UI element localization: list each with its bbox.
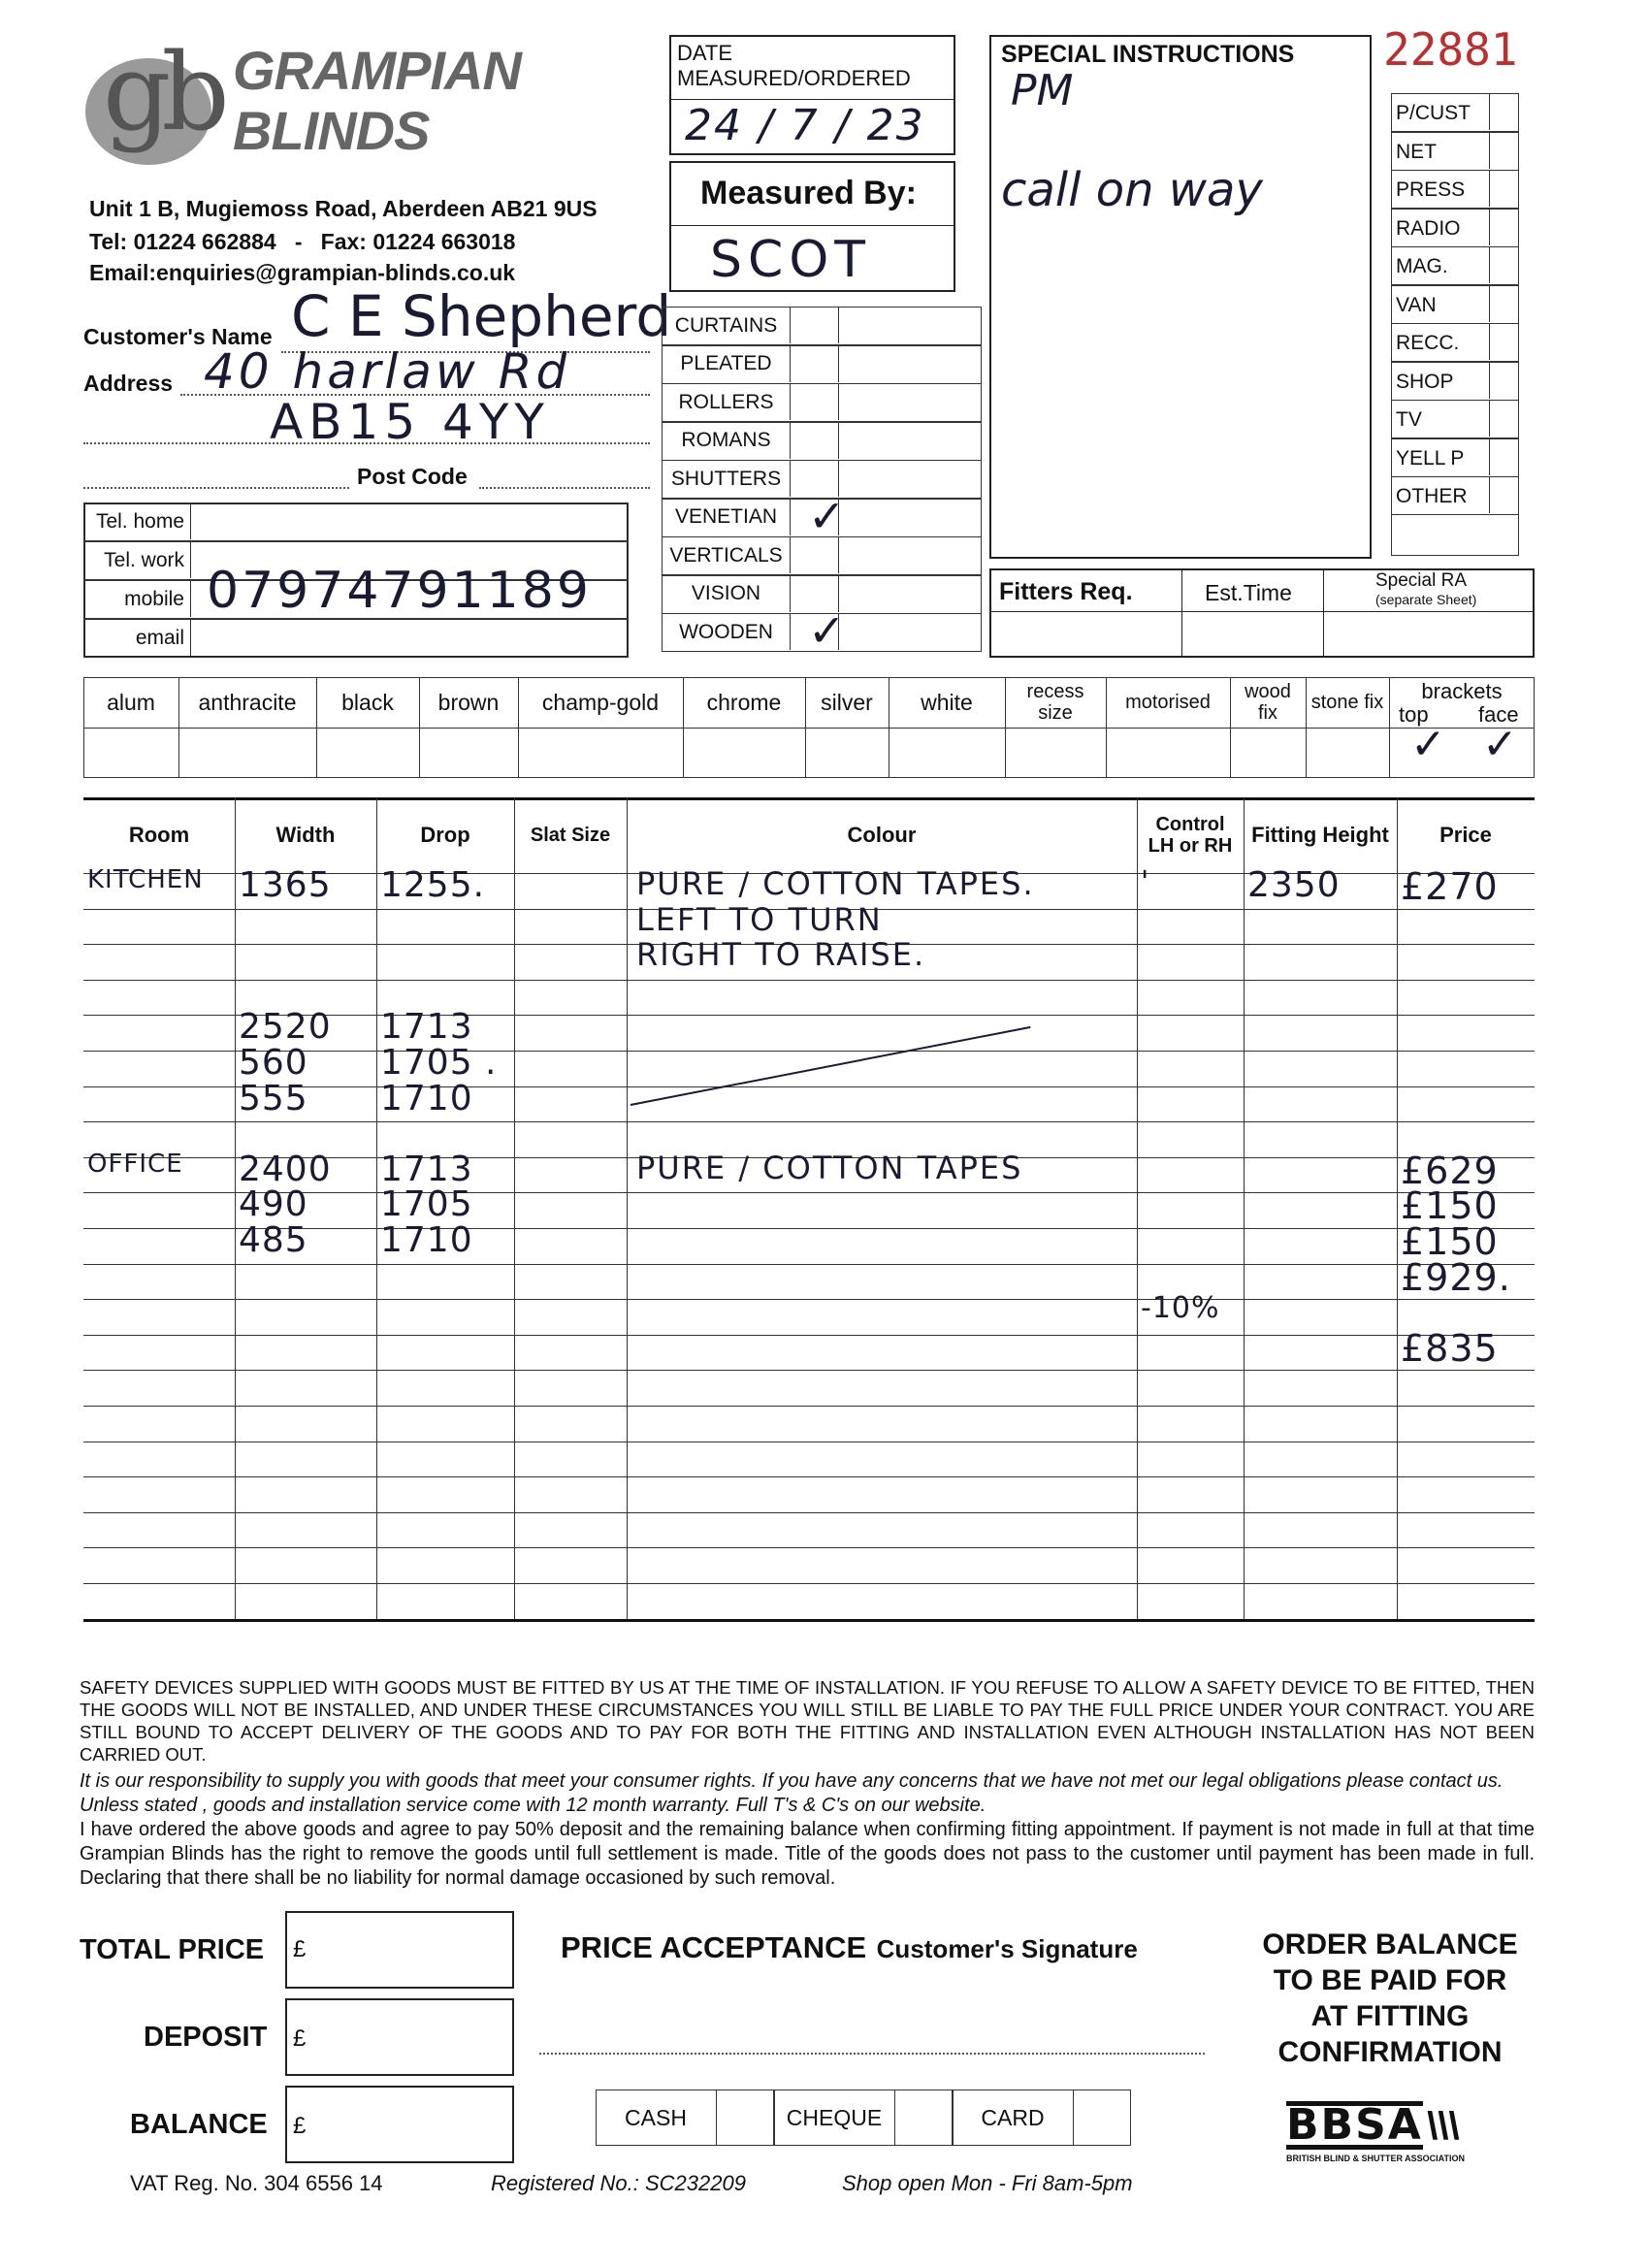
measured-by-box	[669, 161, 955, 292]
cell-drop: 1255.	[380, 865, 486, 905]
blind-type-label: ROLLERS	[663, 384, 791, 420]
stone-fix-label: stone fix	[1310, 692, 1384, 713]
balance-currency: £	[293, 2113, 307, 2139]
phone-row	[83, 562, 629, 620]
phone-label: mobile	[84, 581, 191, 617]
blind-type-row[interactable]	[662, 422, 982, 461]
fitters-req-label: Fitters Req.	[999, 578, 1133, 605]
finish-option-checkbox[interactable]	[1230, 728, 1306, 778]
total-price-label: TOTAL PRICE	[80, 1934, 265, 1965]
lead-source-label: PRESS	[1396, 178, 1466, 201]
cell-price: £629	[1401, 1149, 1499, 1192]
table-row[interactable]	[83, 1335, 1535, 1371]
cell-room: KITCHEN	[87, 865, 204, 894]
table-row[interactable]	[83, 1442, 1535, 1477]
cell-width: 1365	[239, 865, 332, 905]
lead-source-row[interactable]	[1391, 285, 1519, 324]
signature-line[interactable]	[539, 2053, 1205, 2055]
column-header-colour: Colour	[847, 823, 917, 847]
special-note-2: call on way	[1001, 163, 1263, 217]
lead-source-row[interactable]	[1391, 476, 1519, 515]
blind-type-checkbox[interactable]	[791, 346, 839, 382]
table-row[interactable]	[83, 1547, 1535, 1583]
column-header-fitting: Fitting Height	[1251, 823, 1389, 847]
logo-letters: gb	[103, 30, 220, 154]
finish-option-checkbox[interactable]	[316, 728, 419, 778]
bbsa-logo-text: BBSA	[1286, 2100, 1423, 2150]
cell-width: 2520	[239, 1007, 332, 1048]
payment-option-label: CASH	[625, 2104, 687, 2130]
cell-fitting: 2350	[1247, 865, 1341, 905]
cell-drop: 1705 .	[380, 1043, 498, 1083]
cell-width: 555	[239, 1078, 308, 1118]
blind-type-label: ROMANS	[663, 423, 791, 459]
lead-source-label: NET	[1396, 140, 1437, 163]
fitters-req-input[interactable]	[991, 613, 1180, 656]
column-header-drop: Drop	[420, 823, 470, 847]
lead-source-label: OTHER	[1396, 485, 1468, 507]
cell-colour: PURE / COTTON TAPES	[636, 1149, 1023, 1186]
registered-no: Registered No.: SC232209	[491, 2171, 746, 2195]
blind-type-label: WOODEN	[663, 614, 791, 650]
address-label: Address	[83, 371, 174, 396]
brackets-face-mark: ✓	[1482, 720, 1518, 769]
lead-source-row[interactable]	[1391, 170, 1519, 209]
column-header-price: Price	[1439, 823, 1492, 847]
phone-row	[83, 619, 629, 658]
finish-option-checkbox[interactable]	[1106, 728, 1230, 778]
order-balance-line: AT FITTING	[1310, 2000, 1470, 2032]
lead-source-row[interactable]	[1391, 400, 1519, 438]
blind-type-checkbox[interactable]	[791, 537, 839, 573]
blind-type-checkbox[interactable]	[791, 308, 839, 343]
lead-source-label: P/CUST	[1396, 102, 1471, 124]
safety-terms: SAFETY DEVICES SUPPLIED WITH GOODS MUST BE FITTED BY US AT THE TIME OF INSTALLATION. IF YOU REFUSE TO ALLOW A SAFETY DEVICE TO BE FITTED, THEN THE GOODS WILL NOT BE INSTALLED, AND UNDER THESE CIRCUMSTANCES YOU WILL STILL BE LIABLE TO PAY THE FULL PRICE UNDER YOUR CONTRACT. YOU ARE STILL BOUND TO ACCEPT DELIVERY OF THE GOODS AND TO PAY FOR BOTH THE FITTING AND INSTALLATION EVEN ALTHOUGH INSTALLATION HAS NOT BEEN CARRIED OUT.	[80, 1677, 1535, 1765]
phone-row	[83, 502, 629, 541]
finish-label-alum: alum	[107, 690, 155, 715]
payment-option-label: CHEQUE	[786, 2104, 883, 2130]
lead-source-label: MAG.	[1396, 255, 1448, 277]
finish-option-checkbox[interactable]	[1306, 728, 1389, 778]
lead-source-row[interactable]	[1391, 438, 1519, 477]
phone-label: Tel. home	[84, 503, 191, 539]
cell-drop: 1713	[380, 1007, 473, 1048]
blind-type-label: VISION	[663, 576, 791, 612]
special-ra-label: Special RA	[1375, 570, 1467, 591]
brackets-face-label: face	[1478, 702, 1519, 727]
blind-type-label: VENETIAN	[663, 500, 791, 535]
blind-type-row[interactable]	[662, 604, 982, 657]
company-email: Email:enquiries@grampian-blinds.co.uk	[89, 260, 516, 285]
est-time-label: Est.Time	[1205, 580, 1292, 605]
vat-reg: VAT Reg. No. 304 6556 14	[130, 2171, 383, 2195]
blind-type-row[interactable]	[662, 307, 982, 345]
finish-label-champ-gold: champ-gold	[541, 690, 660, 715]
cell-width: 560	[239, 1043, 308, 1083]
table-row[interactable]	[83, 1583, 1535, 1619]
company-phone: Tel: 01224 662884 - Fax: 01224 663018	[89, 229, 516, 254]
finish-option-checkbox[interactable]	[83, 728, 178, 778]
phone-label: email	[84, 620, 191, 656]
lead-source-checkbox[interactable]	[1489, 133, 1518, 169]
consumer-rights-terms: It is our responsibility to supply you with goods that meet your consumer rights. If you have any concerns that we have not met our legal obligations please contact us. Unless stated , goods and installation service come with 12 month warranty. Full T's & C's on our website.	[80, 1770, 1504, 1816]
lead-source-label: RECC.	[1396, 332, 1460, 354]
special-ra-sub: (separate Sheet)	[1375, 592, 1477, 607]
lead-source-label: RADIO	[1396, 216, 1461, 240]
table-row[interactable]	[83, 1406, 1535, 1442]
blind-type-checkbox[interactable]	[791, 384, 839, 420]
deposit-terms: I have ordered the above goods and agree to pay 50% deposit and the remaining balance when confirming fitting appointment. If payment is not made in full at that time Grampian Blinds has the right to remove the goods until full settlement is made. Title of the goods does not pass to the customer until payment has been made in full. Declaring that there shall be no liability for normal damage occasioned by such removal.	[80, 1819, 1535, 1889]
cell-drop: 1710	[380, 1078, 473, 1118]
table-bottom-rule	[83, 1619, 1535, 1622]
finish-label-anthracite: anthracite	[198, 690, 297, 715]
payment-checkbox[interactable]	[894, 2090, 953, 2146]
lead-source-label: TV	[1396, 408, 1422, 431]
date-box	[669, 35, 955, 155]
brand-name-line2: BLINDS	[233, 100, 430, 161]
finish-label-chrome: chrome	[706, 690, 782, 715]
table-row[interactable]	[83, 1264, 1535, 1300]
column-header-room: Room	[128, 823, 190, 847]
order-balance-line: TO BE PAID FOR	[1273, 1964, 1507, 1996]
cell-price: £150	[1401, 1184, 1499, 1228]
special-instructions-box[interactable]	[989, 35, 1372, 559]
finish-label-black: black	[341, 690, 394, 715]
table-row[interactable]	[83, 1299, 1535, 1335]
order-balance-line: ORDER BALANCE	[1262, 1928, 1518, 1960]
brand-name-line1: GRAMPIAN	[233, 40, 521, 101]
customer-name-value: C E Shepherd	[291, 283, 672, 349]
balance-label: BALANCE	[130, 2109, 268, 2140]
lead-source-row[interactable]	[1391, 132, 1519, 171]
lead-source-checkbox[interactable]	[1489, 477, 1518, 513]
blind-type-label: VERTICALS	[663, 537, 791, 573]
address-line-2-rule[interactable]	[83, 442, 650, 444]
lead-source-checkbox[interactable]	[1489, 439, 1518, 475]
table-row[interactable]	[83, 1512, 1535, 1548]
price-acceptance-rest: Customer's Signature	[876, 1934, 1138, 1963]
cell-width: 490	[239, 1184, 308, 1225]
finish-label-silver: silver	[821, 690, 873, 715]
finish-option-checkbox[interactable]	[419, 728, 518, 778]
lead-source-row[interactable]	[1391, 362, 1519, 401]
cell-price: £835	[1401, 1326, 1499, 1370]
cell-price: £150	[1401, 1220, 1499, 1263]
cell-drop: 1710	[380, 1220, 473, 1260]
order-balance-notice	[1228, 1927, 1552, 2070]
brackets-top-mark: ✓	[1410, 720, 1446, 769]
lead-source-label: SHOP	[1396, 370, 1454, 393]
phone-input[interactable]	[193, 503, 626, 539]
cell-price: £270	[1401, 865, 1499, 908]
lead-source-label: VAN	[1396, 293, 1437, 316]
blind-type-row[interactable]	[662, 345, 982, 384]
special-instructions-label: SPECIAL INSTRUCTIONS	[1001, 41, 1295, 68]
lead-source-checkbox[interactable]	[1489, 94, 1518, 130]
lead-source-row[interactable]	[1391, 209, 1519, 247]
cell-drop: 1713	[380, 1149, 473, 1189]
shop-hours: Shop open Mon - Fri 8am-5pm	[842, 2171, 1133, 2195]
order-balance-line: CONFIRMATION	[1277, 2036, 1503, 2068]
blind-type-row[interactable]	[662, 383, 982, 422]
blind-type-mark: ✓	[808, 604, 846, 657]
deposit-field[interactable]	[285, 1998, 514, 2076]
finish-label-brown: brown	[437, 690, 500, 715]
bbsa-logo	[1286, 2101, 1465, 2163]
finish-option-checkbox[interactable]	[683, 728, 805, 778]
blind-type-label: PLEATED	[663, 346, 791, 382]
bbsa-sub: BRITISH BLIND & SHUTTER ASSOCIATION	[1286, 2154, 1465, 2163]
est-time-input[interactable]	[1183, 613, 1321, 656]
fitters-divider	[989, 611, 1535, 612]
column-header-width: Width	[275, 823, 336, 847]
wood-fix-label: wood fix	[1245, 681, 1291, 724]
finish-option-checkbox[interactable]	[518, 728, 683, 778]
price-acceptance	[561, 1930, 1138, 1965]
payment-option-label: CARD	[981, 2104, 1045, 2130]
lead-source-row[interactable]	[1391, 323, 1519, 362]
cell-drop: 1705	[380, 1184, 473, 1225]
date-label-2: MEASURED/ORDERED	[677, 66, 911, 90]
brackets-top-label: top	[1399, 702, 1429, 727]
company-address: Unit 1 B, Mugiemoss Road, Aberdeen AB21 9US	[89, 196, 598, 221]
cell-colour: PURE / COTTON TAPES.	[636, 865, 1035, 902]
lead-source-checkbox[interactable]	[1489, 210, 1518, 245]
blind-type-checkbox[interactable]	[791, 423, 839, 459]
cell-width: 485	[239, 1220, 308, 1260]
measured-by-label: Measured By:	[700, 175, 917, 211]
cell-price: £929.	[1401, 1255, 1511, 1299]
lead-source-checkbox[interactable]	[1489, 401, 1518, 437]
fitters-col-divider-1	[1181, 568, 1182, 658]
lead-source-label: YELL P	[1396, 446, 1465, 470]
column-header-control: Control LH or RH	[1148, 814, 1233, 857]
finish-option-checkbox[interactable]	[805, 728, 889, 778]
column-header-slat: Slat Size	[530, 825, 611, 846]
blind-type-label: CURTAINS	[663, 308, 791, 343]
lead-source-checkbox[interactable]	[1489, 324, 1518, 360]
finish-option-checkbox[interactable]	[889, 728, 1005, 778]
lead-source-checkbox[interactable]	[1489, 363, 1518, 399]
cell-colour: LEFT TO TURN	[636, 900, 883, 938]
balance-field[interactable]	[285, 2086, 514, 2163]
special-ra-input[interactable]	[1325, 613, 1533, 656]
lead-source-checkbox[interactable]	[1489, 171, 1518, 207]
cell-control: -10%	[1141, 1291, 1220, 1326]
blind-type-mark: ✓	[808, 489, 846, 542]
blind-type-label: SHUTTERS	[663, 461, 791, 497]
phone-value: 07974791189	[207, 562, 592, 620]
postcode-label: Post Code	[357, 464, 468, 489]
lead-source-checkbox[interactable]	[1489, 286, 1518, 322]
phone-input[interactable]	[193, 620, 626, 656]
deposit-currency: £	[293, 2025, 307, 2052]
order-number: 22881	[1383, 23, 1518, 76]
lead-source-bottom	[1391, 515, 1519, 556]
lead-source-checkbox[interactable]	[1489, 247, 1518, 283]
cell-control: '	[1141, 865, 1150, 899]
special-note-1: PM	[1011, 66, 1074, 115]
payment-checkbox[interactable]	[1073, 2090, 1131, 2146]
table-row[interactable]	[83, 1476, 1535, 1512]
date-value: 24 / 7 / 23	[685, 101, 925, 150]
fitters-col-divider-2	[1323, 568, 1324, 658]
postcode-rule[interactable]	[479, 487, 650, 489]
blind-type-row[interactable]	[662, 489, 982, 542]
payment-checkbox[interactable]	[716, 2090, 774, 2146]
customer-name-label: Customer's Name	[83, 324, 273, 349]
address-line-2: AB15 4YY	[270, 394, 550, 450]
cell-colour: RIGHT TO RAISE.	[636, 936, 926, 974]
finish-option-checkbox[interactable]	[178, 728, 316, 778]
cell-room: OFFICE	[87, 1149, 183, 1179]
total-price-currency: £	[293, 1936, 307, 1962]
price-acceptance-bold: PRICE ACCEPTANCE	[561, 1930, 867, 1964]
total-price-field[interactable]	[285, 1911, 514, 1989]
table-row[interactable]	[83, 1370, 1535, 1406]
motorised-label: motorised	[1125, 692, 1211, 713]
finish-label-white: white	[921, 690, 973, 715]
company-logo	[85, 30, 241, 165]
lead-source-row[interactable]	[1391, 93, 1519, 132]
date-label-1: DATE	[677, 41, 733, 65]
recess-size-label: recess size	[1026, 681, 1084, 724]
address-line-1: 40 harlaw Rd	[204, 343, 571, 400]
bbsa-stripes-icon: \\\	[1427, 2105, 1460, 2148]
phone-label: Tel. work	[84, 542, 191, 578]
blind-type-row[interactable]	[662, 536, 982, 575]
finish-option-checkbox[interactable]	[1005, 728, 1106, 778]
cell-width: 2400	[239, 1149, 332, 1189]
measured-by-value: SCOT	[710, 231, 872, 289]
lead-source-row[interactable]	[1391, 246, 1519, 285]
deposit-label: DEPOSIT	[144, 2022, 268, 2053]
address-line-3-rule[interactable]	[83, 487, 349, 489]
brackets-label: brackets	[1421, 679, 1503, 703]
